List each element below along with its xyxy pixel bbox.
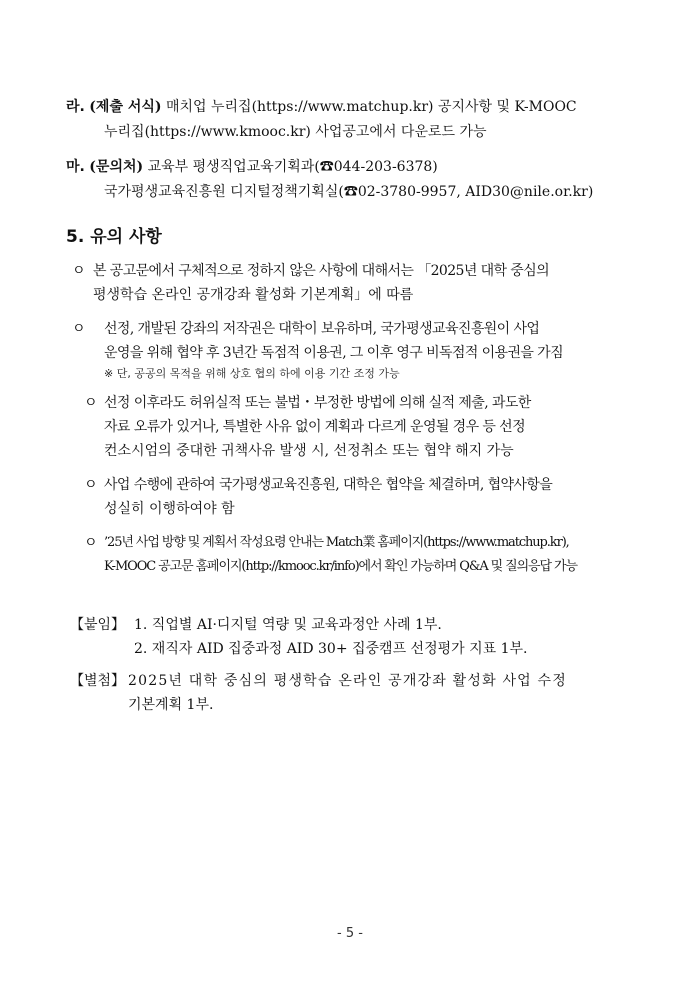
bullet3-line1: 선정 이후라도 허위실적 또는 불법・부정한 방법에 의해 실적 제출, 과도한 (104, 395, 531, 411)
bullet3-line3: 컨소시엄의 중대한 귀책사유 발생 시, 선정취소 또는 협약 해지 가능 (104, 443, 514, 459)
bullet4-marker: ㅇ (84, 477, 98, 493)
section-ra-label: (제출 서식) (89, 99, 162, 115)
bullet1-marker: ㅇ (72, 263, 86, 279)
bullet5-line2: K-MOOC 공고문 홈페이지(http://kmooc.kr/info)에서 확인 가능하며 Q&A 및 질의응답 가능 (104, 559, 577, 574)
section-ma-row1 (66, 156, 438, 178)
bullet5-line1: ’25년 사업 방향 및 계획서 작성요령 안내는 Match業 홈페이지(https://www.matchup.kr), (104, 535, 569, 550)
section-ma-label: (문의처) (89, 159, 144, 175)
attachment-item2: 2. 재직자 AID 집중과정 AID 30+ 집중캠프 선정평가 지표 1부. (134, 641, 528, 657)
bullet2-marker: ㅇ (72, 321, 86, 337)
section-ra-marker: 라. (66, 99, 85, 115)
page-number: - 5 - (337, 926, 363, 941)
bullet4-line2: 성실히 이행하여야 함 (104, 501, 235, 517)
bullet3-line2: 자료 오류가 있거나, 특별한 사유 없이 계획과 다르게 운영될 경우 등 선정 (104, 419, 525, 435)
bullet1-line2: 평생학습 온라인 공개강좌 활성화 기본계획」에 따름 (93, 287, 414, 303)
section5-heading: 5. 유의 사항 (66, 227, 162, 247)
section-ra-text-line1: 매치업 누리집(https://www.matchup.kr) 공지사항 및 K-MOOC (165, 99, 577, 115)
bullet2-note: ※ 단, 공공의 목적을 위해 상호 협의 하에 이용 기간 조정 가능 (104, 367, 400, 380)
section-ra-row1 (66, 96, 632, 118)
separate-line1: 2025년 대학 중심의 평생학습 온라인 공개강좌 활성화 사업 수정 (128, 673, 568, 689)
separate-label: 【별첨】 (70, 673, 126, 689)
section-ma-text-line2: 국가평생교육진흥원 디지털정책기획실(☎02-3780-9957, AID30@nile.or.kr) (104, 184, 594, 200)
bullet1-line1: 본 공고문에서 구체적으로 정하지 않은 사항에 대해서는 「2025년 대학 중심의 (93, 263, 550, 279)
bullet4-line1: 사업 수행에 관하여 국가평생교육진흥원, 대학은 협약을 체결하며, 협약사항을 (104, 477, 553, 493)
bullet5-marker: ㅇ (84, 535, 98, 551)
bullet2-line1: 선정, 개발된 강좌의 저작권은 대학이 보유하며, 국가평생교육진흥원이 사업 (104, 321, 540, 337)
attachment-item1: 1. 직업별 AI·디지털 역량 및 교육과정안 사례 1부. (134, 617, 442, 633)
section-ra-text-line2: 누리집(https://www.kmooc.kr) 사업공고에서 다운로드 가능 (104, 124, 487, 140)
bullet2-line2: 운영을 위해 협약 후 3년간 독점적 이용권, 그 이후 영구 비독점적 이용권을 가짐 (104, 345, 564, 361)
section-ma-marker: 마. (66, 159, 85, 175)
bullet3-marker: ㅇ (84, 395, 98, 411)
separate-line2: 기본계획 1부. (128, 697, 214, 713)
section-ma-text-line1: 교육부 평생직업교육기획과(☎044-203-6378) (147, 159, 438, 175)
attachments-label: 【붙임】 (70, 617, 126, 633)
